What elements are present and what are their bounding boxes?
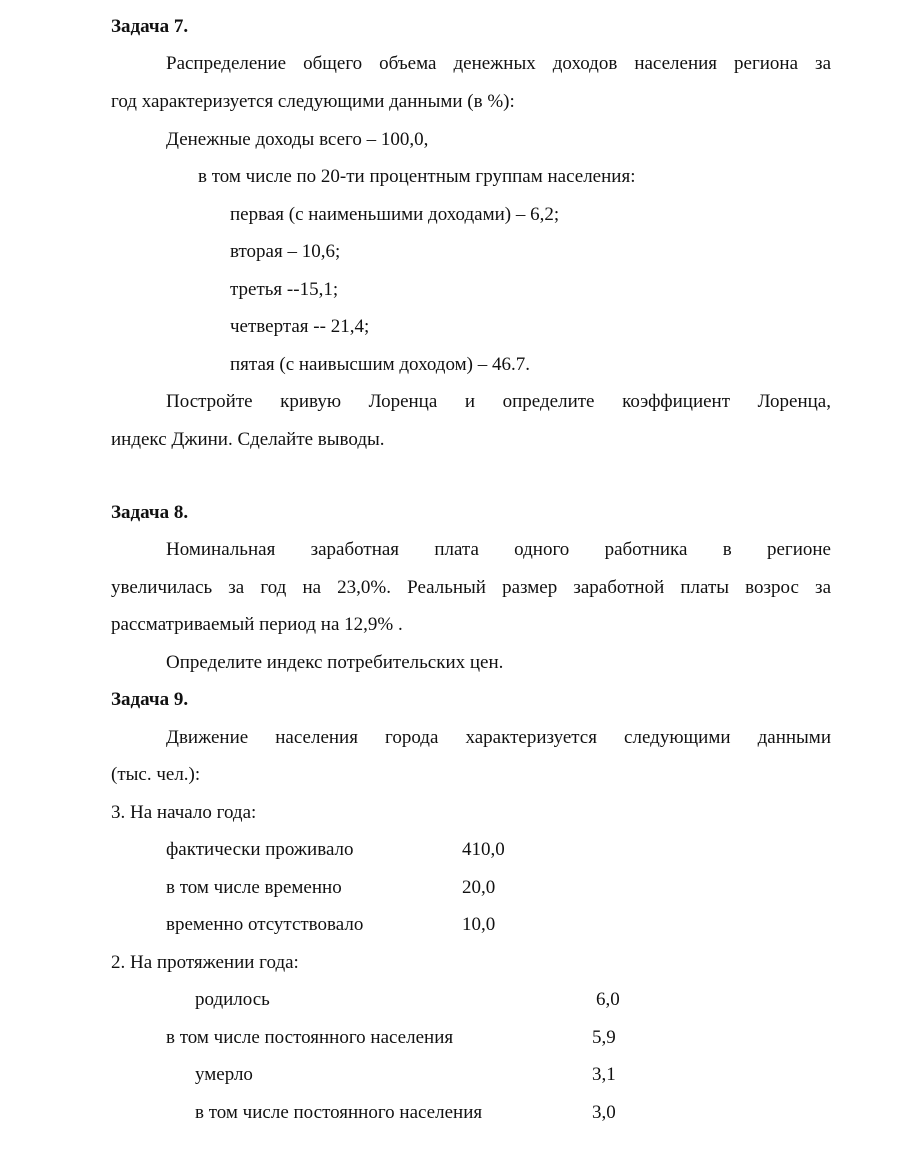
task9-s1-row3-label: временно отсутствовало [166, 914, 364, 935]
task9-heading: Задача 9. [111, 689, 189, 710]
task9-s1-row1-label: фактически проживало [166, 839, 354, 860]
task9-s2-row1-label: родилось [195, 989, 270, 1010]
task7-group-2: вторая – 10,6; [230, 241, 341, 262]
task9-s1-row2-value: 20,0 [462, 877, 496, 898]
task8-line2: увеличилась за год на 23,0%. Реальный размер заработной платы возрос за [111, 577, 831, 598]
task9-intro-line2: (тыс. чел.): [111, 764, 201, 785]
task9-s2-row2-value: 5,9 [592, 1027, 616, 1048]
task9-s1-row2-label: в том числе временно [166, 877, 342, 898]
task9-s2-row4-label: в том числе постоянного населения [195, 1102, 483, 1123]
task9-section1-title: 3. На начало года: [111, 802, 257, 823]
task9-s2-row1-value: 6,0 [596, 989, 620, 1010]
task7-intro-line2: год характеризуется следующими данными (в %): [111, 91, 515, 112]
task9-s2-row4-value: 3,0 [592, 1102, 616, 1123]
task7-question-line1: Постройте кривую Лоренца и определите коэффициент Лоренца, [166, 391, 831, 412]
task8-line1: Номинальная заработная плата одного работника в регионе [166, 539, 831, 560]
task9-s1-row1-value: 410,0 [462, 839, 505, 860]
task9-s2-row3-label: умерло [195, 1064, 253, 1085]
task9-section2-title: 2. На протяжении года: [111, 952, 299, 973]
task9-s2-row2-label: в том числе постоянного населения [166, 1027, 454, 1048]
task7-group-5: пятая (с наивысшим доходом) – 46.7. [230, 354, 530, 375]
task8-line3: рассматриваемый период на 12,9% . [111, 614, 403, 635]
task9-s1-row3-value: 10,0 [462, 914, 496, 935]
task8-heading: Задача 8. [111, 502, 189, 523]
task7-groups-intro: в том числе по 20-ти процентным группам населения: [198, 166, 636, 187]
task7-intro-line1: Распределение общего объема денежных доходов населения региона за [166, 53, 831, 74]
task7-group-3: третья --15,1; [230, 279, 339, 300]
task8-question: Определите индекс потребительских цен. [166, 652, 504, 673]
task7-total: Денежные доходы всего – 100,0, [166, 129, 429, 150]
task9-intro-line1: Движение населения города характеризуется следующими данными [166, 727, 831, 748]
task9-s2-row3-value: 3,1 [592, 1064, 616, 1085]
task7-group-4: четвертая -- 21,4; [230, 316, 370, 337]
task7-group-1: первая (с наименьшими доходами) – 6,2; [230, 204, 560, 225]
task7-question-line2: индекс Джини. Сделайте выводы. [111, 429, 385, 450]
task7-heading: Задача 7. [111, 16, 189, 37]
